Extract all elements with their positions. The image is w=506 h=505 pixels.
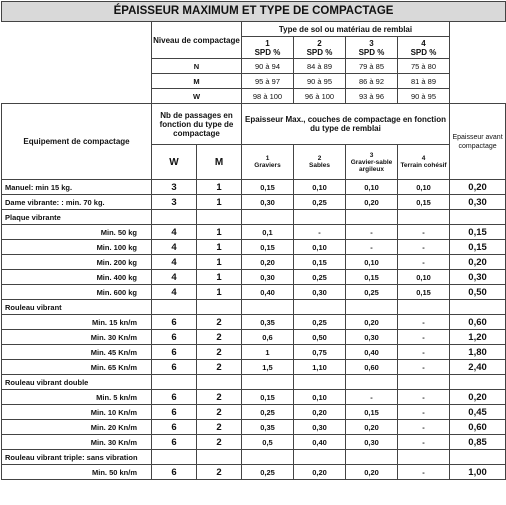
passes-w: 6 [152, 330, 197, 345]
thickness-value: - [398, 390, 450, 405]
avant-value: 2,40 [450, 360, 506, 375]
sol-type-header [398, 37, 450, 59]
thickness-value: 0,15 [398, 285, 450, 300]
thickness-value: - [294, 225, 346, 240]
thickness-value: 0,75 [294, 345, 346, 360]
thickness-value: 0,25 [242, 465, 294, 480]
thickness-value: 0,15 [398, 195, 450, 210]
empty-cell [152, 300, 197, 315]
soil-col-name: Sables [309, 162, 330, 169]
spd-value: 86 à 92 [346, 74, 398, 89]
thickness-value: - [346, 390, 398, 405]
passes-w: 3 [152, 180, 197, 195]
passes-w: 6 [152, 360, 197, 375]
thickness-value: 0,15 [242, 390, 294, 405]
thickness-value: 0,15 [294, 255, 346, 270]
sol-type-header [294, 37, 346, 59]
empty-cell [398, 375, 450, 390]
thickness-value: 0,10 [294, 390, 346, 405]
equipment-label: Min. 20 Kn/m [2, 420, 152, 435]
passes-m: 1 [197, 270, 242, 285]
equipment-label: Manuel: min 15 kg. [2, 180, 152, 195]
spd-value: 79 à 85 [346, 59, 398, 74]
empty-cell [398, 450, 450, 465]
table-row [2, 465, 506, 480]
col-w: W [152, 145, 197, 180]
thickness-value: 0,15 [242, 180, 294, 195]
section-row [2, 450, 506, 465]
soil-col-num: 2 [317, 155, 322, 162]
avant-value: 0,30 [450, 270, 506, 285]
thickness-value: 0,10 [398, 180, 450, 195]
passes-m: 1 [197, 240, 242, 255]
empty-cell [294, 450, 346, 465]
thickness-value: 0,20 [294, 465, 346, 480]
passes-m: 1 [197, 195, 242, 210]
soil-col-header [242, 145, 294, 180]
passes-m: 2 [197, 360, 242, 375]
thickness-value: 0,20 [346, 465, 398, 480]
thickness-value: 0,30 [242, 195, 294, 210]
passes-m: 2 [197, 345, 242, 360]
thickness-value: 0,1 [242, 225, 294, 240]
passes-w: 4 [152, 285, 197, 300]
epaisseur-header: Epaisseur Max., couches de compactage en fonction du type de remblai [242, 104, 450, 145]
thickness-value: 0,30 [346, 435, 398, 450]
spd-value: 84 à 89 [294, 59, 346, 74]
thickness-value: - [398, 420, 450, 435]
section-label: Plaque vibrante [2, 210, 152, 225]
thickness-value: - [398, 435, 450, 450]
passes-m: 1 [197, 255, 242, 270]
thickness-value: 0,20 [346, 195, 398, 210]
empty-cell [152, 450, 197, 465]
avant-value: 1,80 [450, 345, 506, 360]
soil-col-header [346, 145, 398, 180]
empty-cell [398, 210, 450, 225]
thickness-value: 0,35 [242, 420, 294, 435]
thickness-value: 1,5 [242, 360, 294, 375]
sol-type-header [242, 37, 294, 59]
passes-w: 4 [152, 255, 197, 270]
empty-cell [197, 300, 242, 315]
table-row [2, 420, 506, 435]
empty-cell [450, 300, 506, 315]
thickness-value: 0,10 [294, 180, 346, 195]
spd-value: 90 à 95 [398, 89, 450, 104]
soil-col-name: Gravier-sable argileux [350, 158, 393, 173]
thickness-value: 0,35 [242, 315, 294, 330]
equipment-label: Min. 30 Kn/m [2, 435, 152, 450]
thickness-value: 0,25 [294, 270, 346, 285]
sol-type-unit: SPD % [358, 47, 385, 57]
spd-value: 75 à 80 [398, 59, 450, 74]
thickness-value: 0,25 [242, 405, 294, 420]
thickness-value: 0,25 [294, 315, 346, 330]
thickness-value: - [398, 465, 450, 480]
spd-value: 98 à 100 [242, 89, 294, 104]
spd-value: 93 à 96 [346, 89, 398, 104]
sol-type-unit: SPD % [410, 47, 437, 57]
passes-w: 4 [152, 225, 197, 240]
niveau-level: N [152, 59, 242, 74]
equipment-label: Min. 65 Kn/m [2, 360, 152, 375]
section-row [2, 300, 506, 315]
compaction-table [1, 1, 506, 480]
thickness-value: 0,30 [294, 420, 346, 435]
equipment-label: Min. 30 Kn/m [2, 330, 152, 345]
sol-type-header [346, 37, 398, 59]
thickness-value: 0,10 [294, 240, 346, 255]
thickness-value: 0,60 [346, 360, 398, 375]
section-label: Rouleau vibrant [2, 300, 152, 315]
thickness-value: - [398, 240, 450, 255]
thickness-value: - [398, 225, 450, 240]
table-row [2, 195, 506, 210]
section-label: Rouleau vibrant triple: sans vibration [2, 450, 152, 465]
empty-cell [398, 300, 450, 315]
soil-col-header [294, 145, 346, 180]
empty-cell [242, 450, 294, 465]
empty-cell [450, 210, 506, 225]
empty-cell [242, 210, 294, 225]
passes-m: 2 [197, 465, 242, 480]
avant-value: 0,50 [450, 285, 506, 300]
passes-m: 2 [197, 435, 242, 450]
passes-m: 2 [197, 330, 242, 345]
avant-value: 0,20 [450, 255, 506, 270]
avant-value: 0,15 [450, 225, 506, 240]
equipment-label: Min. 50 kn/m [2, 465, 152, 480]
table-row [2, 285, 506, 300]
equipment-label: Min. 10 Kn/m [2, 405, 152, 420]
thickness-value: 0,20 [346, 420, 398, 435]
soil-col-header [398, 145, 450, 180]
passes-w: 6 [152, 390, 197, 405]
thickness-value: 0,25 [346, 285, 398, 300]
equipment-label: Min. 400 kg [2, 270, 152, 285]
thickness-value: 0,40 [242, 285, 294, 300]
sol-type-num: 4 [421, 38, 426, 48]
passes-m: 2 [197, 405, 242, 420]
table-row [2, 390, 506, 405]
niveau-level: W [152, 89, 242, 104]
section-row [2, 375, 506, 390]
thickness-value: 0,5 [242, 435, 294, 450]
passes-m: 1 [197, 225, 242, 240]
main-header-row [2, 104, 506, 145]
thickness-value: 0,30 [242, 270, 294, 285]
sol-type-num: 3 [369, 38, 374, 48]
sol-type-num: 2 [317, 38, 322, 48]
avant-header: Epaisseur avant compactage [450, 104, 506, 180]
passes-w: 6 [152, 315, 197, 330]
table-row [2, 255, 506, 270]
avant-value: 0,30 [450, 195, 506, 210]
empty-cell [242, 375, 294, 390]
thickness-value: 0,20 [242, 255, 294, 270]
table-row [2, 240, 506, 255]
avant-value: 0,20 [450, 180, 506, 195]
avant-value: 0,15 [450, 240, 506, 255]
empty-cell [197, 375, 242, 390]
passes-w: 4 [152, 270, 197, 285]
equipment-label: Dame vibrante: : min. 70 kg. [2, 195, 152, 210]
empty-cell [294, 375, 346, 390]
thickness-value: 0,10 [346, 255, 398, 270]
thickness-value: 0,25 [294, 195, 346, 210]
equipment-label: Min. 600 kg [2, 285, 152, 300]
empty-cell [197, 210, 242, 225]
avant-value: 0,45 [450, 405, 506, 420]
section-label: Rouleau vibrant double [2, 375, 152, 390]
passes-m: 2 [197, 390, 242, 405]
thickness-value: 0,30 [294, 285, 346, 300]
soil-col-num: 4 [421, 155, 426, 162]
table-row [2, 360, 506, 375]
table-row [2, 315, 506, 330]
thickness-value: 0,10 [346, 180, 398, 195]
thickness-value: - [398, 360, 450, 375]
sol-type-num: 1 [265, 38, 270, 48]
passes-w: 6 [152, 345, 197, 360]
empty-cell [152, 375, 197, 390]
spd-value: 90 à 95 [294, 74, 346, 89]
thickness-value: - [398, 315, 450, 330]
empty-cell [450, 450, 506, 465]
thickness-value: 0,15 [242, 240, 294, 255]
soil-col-name: Terrain cohésif [400, 162, 447, 169]
col-m: M [197, 145, 242, 180]
empty-cell [450, 375, 506, 390]
empty-cell [346, 300, 398, 315]
spd-value: 90 à 94 [242, 59, 294, 74]
avant-value: 0,60 [450, 420, 506, 435]
section-row [2, 210, 506, 225]
thickness-value: - [398, 405, 450, 420]
sol-type-unit: SPD % [306, 47, 333, 57]
avant-value: 0,60 [450, 315, 506, 330]
thickness-value: 0,10 [398, 270, 450, 285]
niveau-level: M [152, 74, 242, 89]
table-row [2, 435, 506, 450]
equipment-label: Min. 5 kn/m [2, 390, 152, 405]
equipment-label: Min. 50 kg [2, 225, 152, 240]
passes-w: 3 [152, 195, 197, 210]
spd-value: 95 à 97 [242, 74, 294, 89]
table-row [2, 405, 506, 420]
passes-m: 1 [197, 180, 242, 195]
passes-m: 2 [197, 420, 242, 435]
passages-header: Nb de passages en fonction du type de compactage [152, 104, 242, 145]
empty-cell [346, 375, 398, 390]
thickness-value: 0,20 [294, 405, 346, 420]
table-row [2, 225, 506, 240]
table-row [2, 180, 506, 195]
passes-m: 2 [197, 315, 242, 330]
table-row [2, 345, 506, 360]
passes-w: 6 [152, 465, 197, 480]
passes-w: 4 [152, 240, 197, 255]
thickness-value: 0,20 [346, 315, 398, 330]
passes-w: 6 [152, 405, 197, 420]
table-row [2, 270, 506, 285]
soil-col-num: 3 [369, 151, 374, 159]
thickness-value: 0,15 [346, 270, 398, 285]
empty-cell [346, 450, 398, 465]
blank-cell [450, 22, 506, 104]
avant-value: 1,20 [450, 330, 506, 345]
spd-value: 96 à 100 [294, 89, 346, 104]
empty-cell [294, 300, 346, 315]
thickness-value: 0,50 [294, 330, 346, 345]
empty-cell [294, 210, 346, 225]
avant-value: 0,85 [450, 435, 506, 450]
passes-m: 1 [197, 285, 242, 300]
thickness-value: 0,40 [346, 345, 398, 360]
empty-cell [197, 450, 242, 465]
thickness-value: 0,15 [346, 405, 398, 420]
avant-value: 0,20 [450, 390, 506, 405]
thickness-value: 0,40 [294, 435, 346, 450]
blank-cell [2, 22, 152, 104]
table-row [2, 330, 506, 345]
empty-cell [346, 210, 398, 225]
sol-header: Type de sol ou matériau de remblai [242, 22, 450, 37]
empty-cell [152, 210, 197, 225]
thickness-value: 1 [242, 345, 294, 360]
spd-value: 81 à 89 [398, 74, 450, 89]
soil-col-name: Graviers [254, 162, 281, 169]
soil-col-num: 1 [265, 155, 270, 162]
sol-type-unit: SPD % [254, 47, 281, 57]
thickness-value: 0,6 [242, 330, 294, 345]
thickness-value: 1,10 [294, 360, 346, 375]
passes-w: 6 [152, 435, 197, 450]
thickness-value: - [346, 225, 398, 240]
empty-cell [242, 300, 294, 315]
avant-value: 1,00 [450, 465, 506, 480]
passes-w: 6 [152, 420, 197, 435]
equipment-label: Min. 100 kg [2, 240, 152, 255]
equipment-label: Min. 200 kg [2, 255, 152, 270]
table-title: ÉPAISSEUR MAXIMUM ET TYPE DE COMPACTAGE [2, 2, 506, 22]
niveau-header: Niveau de compactage [152, 22, 242, 59]
equipment-label: Min. 45 Kn/m [2, 345, 152, 360]
thickness-value: - [398, 330, 450, 345]
equipment-label: Min. 15 kn/m [2, 315, 152, 330]
thickness-value: - [398, 345, 450, 360]
thickness-value: - [398, 255, 450, 270]
equip-header: Equipement de compactage [2, 104, 152, 180]
thickness-value: - [346, 240, 398, 255]
thickness-value: 0,30 [346, 330, 398, 345]
